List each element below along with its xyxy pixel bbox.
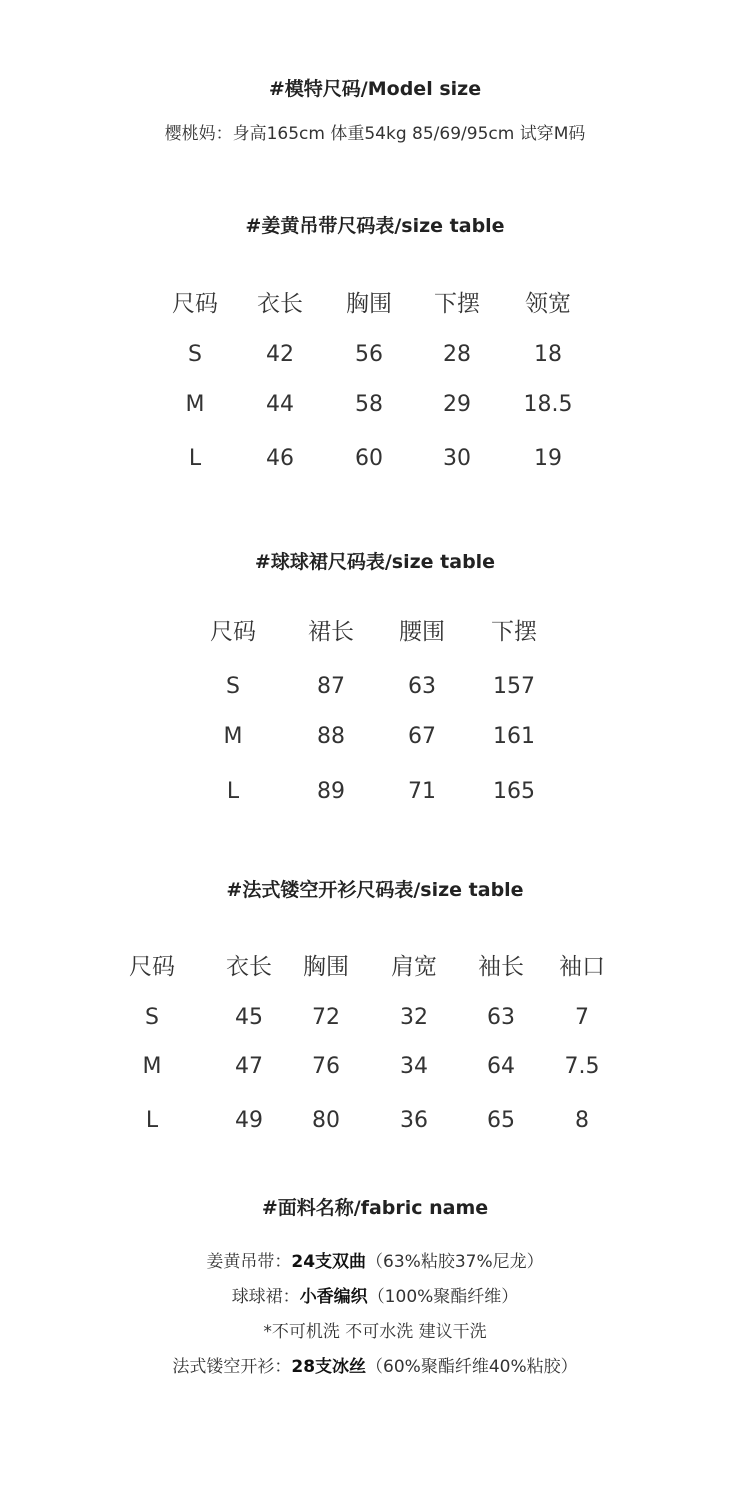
table-cell: 63 bbox=[408, 674, 436, 699]
size-label: L bbox=[226, 779, 240, 804]
table-cell: 19 bbox=[534, 446, 562, 471]
column-header: 领宽 bbox=[525, 291, 571, 317]
column-header: 尺码 bbox=[210, 619, 256, 645]
table-cell: 88 bbox=[317, 724, 345, 749]
column-header: 裙长 bbox=[308, 619, 354, 645]
table-1-heading: #姜黄吊带尺码表/size table bbox=[245, 215, 505, 237]
table-cell: 165 bbox=[493, 779, 535, 804]
table-cell: 7 bbox=[575, 1005, 589, 1030]
table-cell: 42 bbox=[266, 342, 294, 367]
table-cell: 161 bbox=[493, 724, 535, 749]
fabric-name: 28支冰丝 bbox=[291, 1357, 367, 1377]
table-cell: 32 bbox=[400, 1005, 428, 1030]
column-header: 袖口 bbox=[559, 954, 605, 980]
column-header: 肩宽 bbox=[391, 954, 437, 980]
model-size-heading: #模特尺码/Model size bbox=[268, 78, 482, 100]
column-header: 衣长 bbox=[226, 954, 272, 980]
fabric-composition: （60%聚酯纤维40%粘胶） bbox=[366, 1357, 578, 1377]
table-cell: 44 bbox=[266, 392, 294, 417]
size-label: S bbox=[226, 674, 240, 699]
table-cell: 47 bbox=[235, 1054, 263, 1079]
table-cell: 45 bbox=[235, 1005, 263, 1030]
fabric-label: 球球裙： bbox=[231, 1287, 300, 1307]
fabric-composition: （100%聚酯纤维） bbox=[367, 1287, 519, 1307]
column-header: 袖长 bbox=[478, 954, 524, 980]
column-header: 胸围 bbox=[303, 954, 349, 980]
column-header: 下摆 bbox=[434, 291, 480, 317]
fabric-line-camisole bbox=[0, 1247, 750, 1272]
table-cell: 63 bbox=[487, 1005, 515, 1030]
table-cell: 28 bbox=[443, 342, 471, 367]
column-header: 腰围 bbox=[399, 619, 445, 645]
size-label: M bbox=[185, 392, 205, 417]
fabric-name: 24支双曲 bbox=[291, 1252, 367, 1272]
fabric-label: 法式镂空开衫： bbox=[172, 1357, 292, 1377]
table-cell: 46 bbox=[266, 446, 294, 471]
table-cell: 58 bbox=[355, 392, 383, 417]
size-label: L bbox=[188, 446, 202, 471]
table-cell: 71 bbox=[408, 779, 436, 804]
table-cell: 18 bbox=[534, 342, 562, 367]
table-cell: 67 bbox=[408, 724, 436, 749]
model-info: 樱桃妈：身高165cm 体重54kg 85/69/95cm 试穿M码 bbox=[164, 124, 586, 144]
table-cell: 18.5 bbox=[523, 392, 573, 417]
care-text: *不可机洗 不可水洗 建议干洗 bbox=[263, 1322, 487, 1342]
table-cell: 72 bbox=[312, 1005, 340, 1030]
table-cell: 56 bbox=[355, 342, 383, 367]
table-cell: 30 bbox=[443, 446, 471, 471]
table-cell: 157 bbox=[493, 674, 535, 699]
table-cell: 7.5 bbox=[564, 1054, 600, 1079]
fabric-line-skirt bbox=[0, 1282, 750, 1307]
column-header: 胸围 bbox=[346, 291, 392, 317]
table-cell: 64 bbox=[487, 1054, 515, 1079]
column-header: 尺码 bbox=[129, 954, 175, 980]
column-header: 尺码 bbox=[172, 291, 218, 317]
table-cell: 29 bbox=[443, 392, 471, 417]
table-cell: 87 bbox=[317, 674, 345, 699]
table-cell: 76 bbox=[312, 1054, 340, 1079]
table-cell: 80 bbox=[312, 1108, 340, 1133]
size-label: S bbox=[188, 342, 202, 367]
size-label: L bbox=[145, 1108, 159, 1133]
table-cell: 36 bbox=[400, 1108, 428, 1133]
fabric-composition: （63%粘胶37%尼龙） bbox=[366, 1252, 544, 1272]
table-cell: 89 bbox=[317, 779, 345, 804]
size-label: M bbox=[223, 724, 243, 749]
table-cell: 34 bbox=[400, 1054, 428, 1079]
size-label: M bbox=[142, 1054, 162, 1079]
table-cell: 8 bbox=[575, 1108, 589, 1133]
column-header: 衣长 bbox=[257, 291, 303, 317]
column-header: 下摆 bbox=[491, 619, 537, 645]
fabric-heading: #面料名称/fabric name bbox=[261, 1197, 489, 1219]
table-cell: 60 bbox=[355, 446, 383, 471]
table-3-heading: #法式镂空开衫尺码表/size table bbox=[226, 879, 524, 901]
fabric-label: 姜黄吊带： bbox=[206, 1252, 292, 1272]
table-2-heading: #球球裙尺码表/size table bbox=[254, 551, 496, 573]
fabric-line-cardigan bbox=[0, 1352, 750, 1377]
fabric-name: 小香编织 bbox=[299, 1287, 368, 1307]
size-label: S bbox=[145, 1005, 159, 1030]
table-cell: 65 bbox=[487, 1108, 515, 1133]
table-cell: 49 bbox=[235, 1108, 263, 1133]
care-instructions bbox=[0, 1317, 750, 1342]
